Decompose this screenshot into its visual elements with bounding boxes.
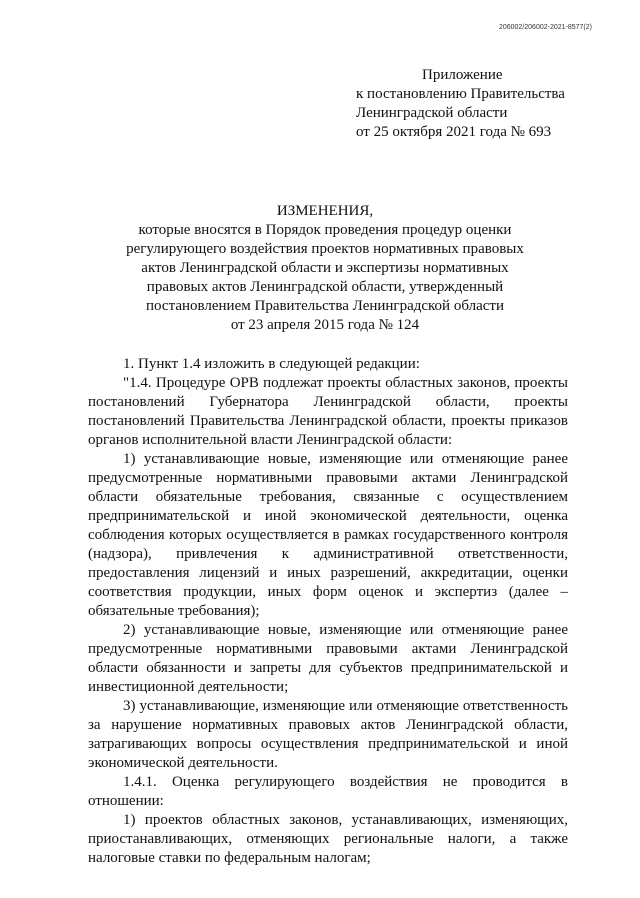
paragraph: 1) проектов областных законов, устанавливающих, изменяющих, приостанавливающих, отменяющих региональные налоги, а также налоговые ставки по федеральным налогам; — [88, 812, 568, 866]
heading-line: постановлением Правительства Ленинградской области — [146, 298, 504, 314]
appendix-date: от 25 октября 2021 года № 693 — [356, 124, 552, 140]
paragraph: "1.4. Процедуре ОРВ подлежат проекты областных законов, проекты постановлений Губернатора Ленинградской области, проекты постановлений Правительства Ленинградской области, проекты приказов органов исполнительной власти Ленинградской области: — [88, 375, 568, 448]
heading-line: правовых актов Ленинградской области, утвержденный — [146, 279, 504, 295]
heading-line: от 23 апреля 2015 года № 124 — [230, 317, 420, 333]
document-body — [88, 355, 568, 868]
paragraph: 1.4.1. Оценка регулирующего воздействия не проводится в отношении: — [88, 774, 568, 809]
paragraph: 3) устанавливающие, изменяющие или отменяющие ответственность за нарушение нормативных правовых актов Ленинградской области, затрагивающих вопросы осуществления предпринимательской и иной экономической деятельности. — [88, 698, 568, 771]
document-id: 206002/206002-2021-8577(2) — [498, 24, 592, 31]
appendix-title: Приложение — [422, 67, 503, 83]
document-heading — [100, 202, 550, 335]
appendix-block — [356, 66, 616, 142]
appendix-line: к постановлению Правительства — [356, 86, 565, 102]
heading-line: актов Ленинградской области и экспертизы нормативных — [141, 260, 509, 276]
paragraph: 1. Пункт 1.4 изложить в следующей редакции: — [123, 356, 420, 372]
appendix-line: Ленинградской области — [356, 105, 508, 121]
paragraph: 1) устанавливающие новые, изменяющие или отменяющие ранее предусмотренные нормативными правовыми актами Ленинградской области обязательные требования, связанные с осуществлением предпринимательской и иной экономической деятельности, оценка соблюдения которых осуществляется в рамках государственного контроля (надзора), привлечения к административной ответственности, предоставления лицензий и иных разрешений, аккредитации, оценки соответствия продукции, иных форм оценок и экспертиз (далее – обязательные требования); — [88, 451, 568, 619]
paragraph: 2) устанавливающие новые, изменяющие или отменяющие ранее предусмотренные нормативными правовыми актами Ленинградской области обязанности и запреты для субъектов предпринимательской и инвестиционной деятельности; — [88, 622, 568, 695]
heading-title: ИЗМЕНЕНИЯ, — [276, 203, 374, 219]
heading-line: которые вносятся в Порядок проведения процедур оценки — [138, 222, 512, 238]
heading-line: регулирующего воздействия проектов нормативных правовых — [126, 241, 524, 257]
